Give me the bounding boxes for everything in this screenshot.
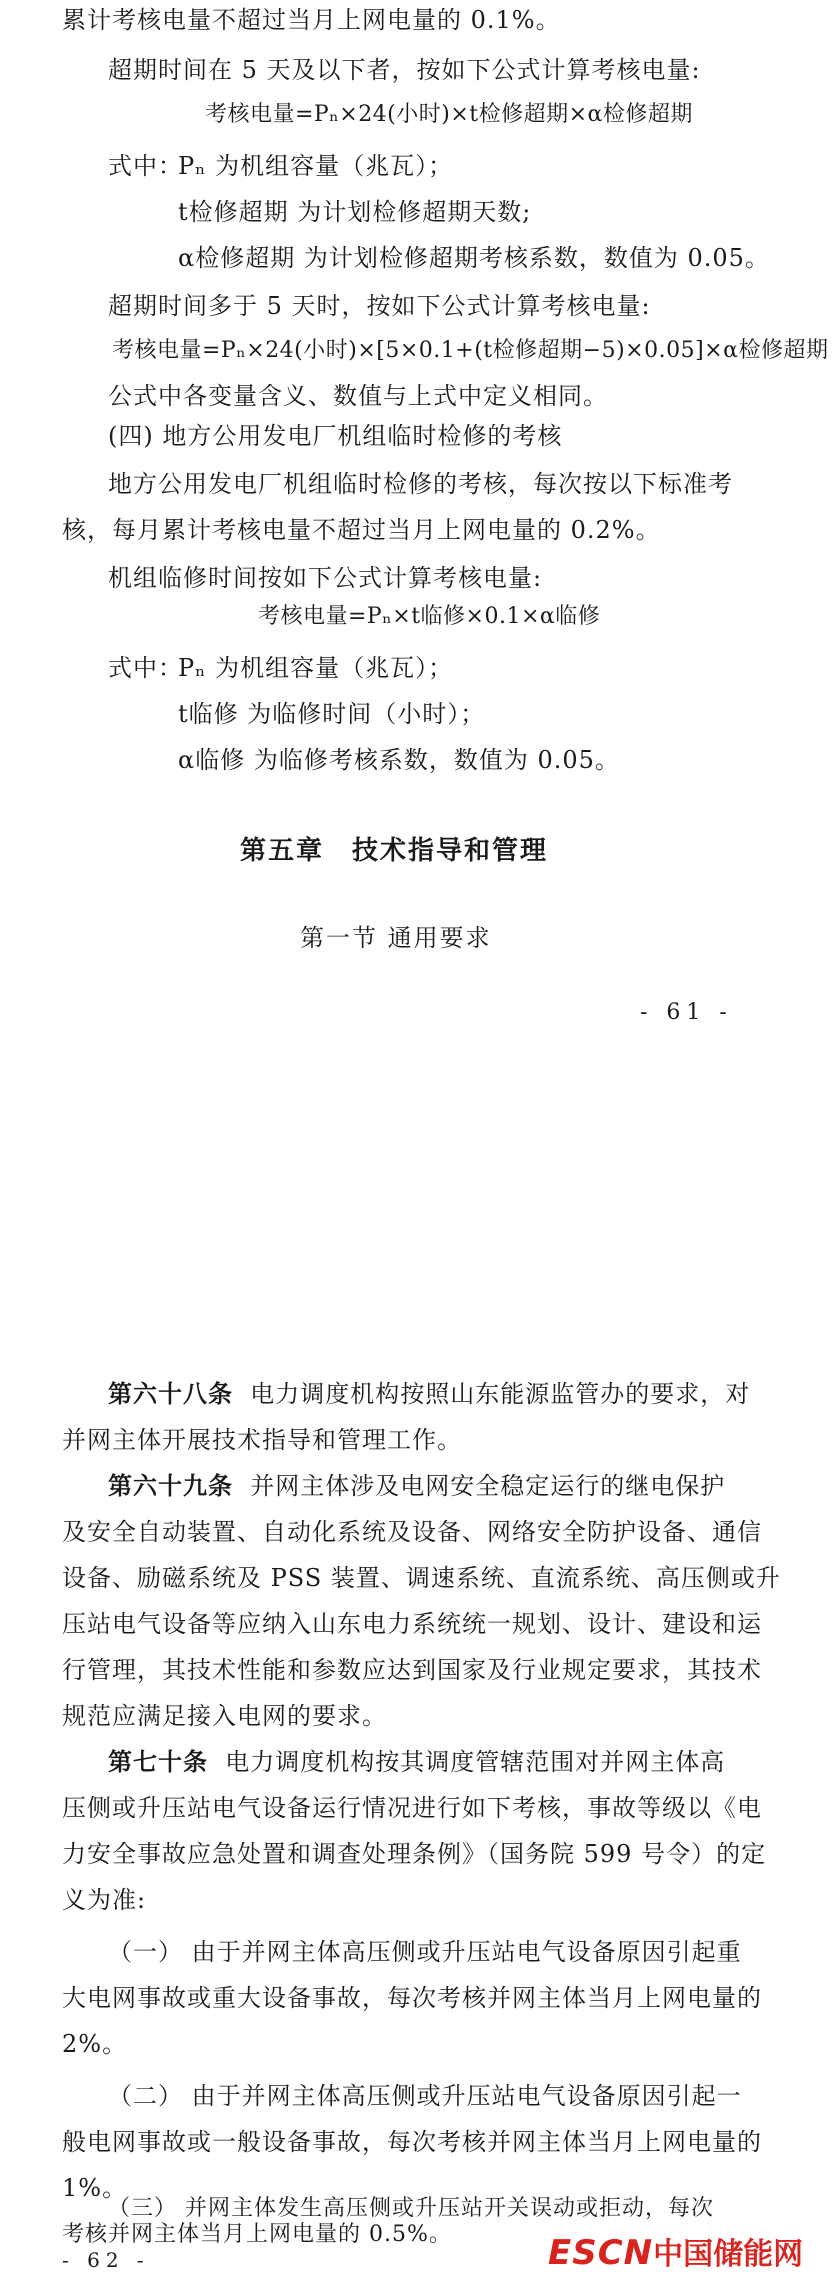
list-item-text: 2%。 bbox=[62, 2030, 128, 2058]
definition-prefix: 式中： bbox=[108, 654, 183, 682]
list-item-2: （二） 由于并网主体高压侧或升压站电气设备原因引起一 bbox=[108, 2082, 742, 2110]
body-text-line: 累计考核电量不超过当月上网电量的 0.1%。 bbox=[62, 6, 561, 34]
definition-line: Pₙ 为机组容量（兆瓦）； bbox=[178, 654, 454, 682]
body-text-line: 超期时间多于 5 天时，按如下公式计算考核电量: bbox=[108, 292, 651, 320]
article-70-title: 第七十条 bbox=[108, 1747, 208, 1776]
list-item-text: 1%。 bbox=[62, 2174, 128, 2202]
formula-overdue-5-days: 考核电量=Pₙ×24(小时)×t检修超期×α检修超期 bbox=[205, 102, 693, 127]
watermark-brand-cn: 中国储能网 bbox=[653, 2237, 804, 2272]
article-text: 压侧或升压站电气设备运行情况进行如下考核，事故等级以《电 bbox=[62, 1794, 762, 1822]
chapter-heading: 第五章 技术指导和管理 bbox=[240, 836, 549, 866]
body-text-line: 机组临修时间按如下公式计算考核电量: bbox=[108, 564, 543, 592]
body-text-line: 超期时间在 5 天及以下者，按如下公式计算考核电量: bbox=[108, 56, 701, 84]
page-number: - 62 - bbox=[62, 2248, 150, 2272]
article-70-line bbox=[108, 1746, 725, 1778]
list-item-1: （一） 由于并网主体高压侧或升压站电气设备原因引起重 bbox=[108, 1938, 742, 1966]
body-text-line: 地方公用发电厂机组临时检修的考核，每次按以下标准考 bbox=[108, 470, 733, 498]
page-number: - 61 - bbox=[640, 1000, 733, 1025]
article-68-title: 第六十八条 bbox=[108, 1379, 233, 1408]
subsection-heading: (四) 地方公用发电厂机组临时检修的考核 bbox=[108, 422, 563, 450]
article-text: 及安全自动装置、自动化系统及设备、网络安全防护设备、通信 bbox=[62, 1518, 762, 1546]
article-text: 电力调度机构按其调度管辖范围对并网主体高 bbox=[225, 1748, 726, 1776]
body-text-line: 公式中各变量含义、数值与上式中定义相同。 bbox=[108, 382, 608, 410]
list-item-3: （三） 并网主体发生高压侧或升压站开关误动或拒动，每次 bbox=[108, 2196, 714, 2221]
watermark-brand-latin: ESCN bbox=[548, 2233, 654, 2273]
article-69-title: 第六十九条 bbox=[108, 1471, 233, 1500]
definition-line: t临修 为临修时间（小时）； bbox=[178, 700, 486, 728]
article-text: 并网主体涉及电网安全稳定运行的继电保护 bbox=[250, 1472, 726, 1500]
list-item-text: 大电网事故或重大设备事故，每次考核并网主体当月上网电量的 bbox=[62, 1984, 762, 2012]
article-text: 规范应满足接入电网的要求。 bbox=[62, 1702, 387, 1730]
definition-line: α检修超期 为计划检修超期考核系数，数值为 0.05。 bbox=[178, 244, 770, 272]
article-text: 义为准: bbox=[62, 1886, 147, 1914]
article-text: 行管理，其技术性能和参数应达到国家及行业规定要求，其技术 bbox=[62, 1656, 762, 1684]
list-item-text: 考核并网主体当月上网电量的 0.5%。 bbox=[62, 2222, 452, 2247]
article-text: 力安全事故应急处置和调查处理条例》（国务院 599 号令）的定 bbox=[62, 1840, 767, 1868]
definition-line: Pₙ 为机组容量（兆瓦）； bbox=[178, 152, 454, 180]
article-text: 并网主体开展技术指导和管理工作。 bbox=[62, 1426, 462, 1454]
article-text: 设备、励磁系统及 PSS 装置、调速系统、直流系统、高压侧或升 bbox=[62, 1564, 781, 1592]
body-text-line: 核，每月累计考核电量不超过当月上网电量的 0.2%。 bbox=[62, 516, 661, 544]
definition-line: α临修 为临修考核系数，数值为 0.05。 bbox=[178, 746, 620, 774]
article-text: 压站电气设备等应纳入山东电力系统统一规划、设计、建设和运 bbox=[62, 1610, 762, 1638]
formula-overdue-over-5-days: 考核电量=Pₙ×24(小时)×[5×0.1+(t检修超期−5)×0.05]×α检修超期 bbox=[112, 338, 829, 363]
article-text: 电力调度机构按照山东能源监管办的要求，对 bbox=[250, 1380, 751, 1408]
article-69-line bbox=[108, 1470, 725, 1502]
formula-temporary-repair: 考核电量=Pₙ×t临修×0.1×α临修 bbox=[258, 604, 601, 629]
definition-line: t检修超期 为计划检修超期天数; bbox=[178, 198, 532, 226]
escn-watermark-logo bbox=[548, 2234, 803, 2274]
definition-prefix: 式中： bbox=[108, 152, 183, 180]
list-item-text: 般电网事故或一般设备事故，每次考核并网主体当月上网电量的 bbox=[62, 2128, 762, 2156]
section-heading: 第一节 通用要求 bbox=[300, 924, 492, 952]
article-68-line bbox=[108, 1378, 750, 1410]
